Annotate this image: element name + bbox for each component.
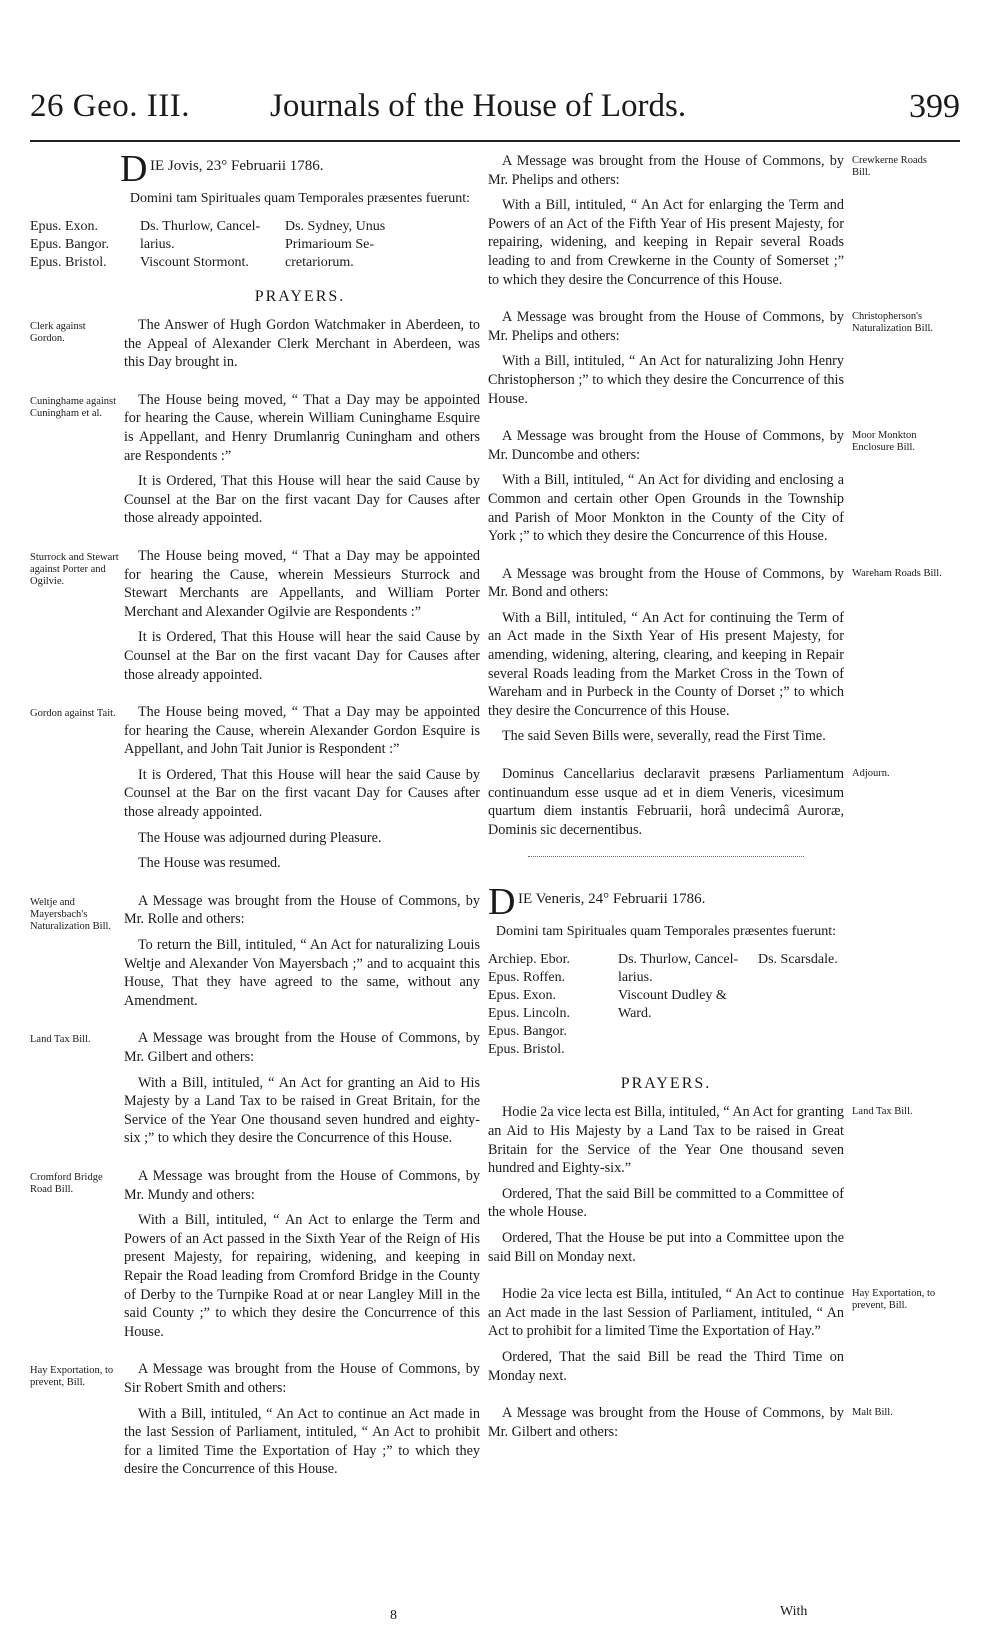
entry-cromford [30,1167,480,1348]
paragraph: A Message was brought from the House of Commons, by Mr. Phelips and others: [488,309,844,344]
margin-note: Wareham Roads Bill. [852,567,942,579]
entry-clerk-gordon [30,316,480,379]
margin-note: Sturrock and Stewart against Porter and Ogilvie. [30,551,119,587]
entry-hay-second [488,1285,958,1392]
paragraph: A Message was brought from the House of Commons, by Mr. Duncombe and others: [488,428,844,463]
entry-gordon-tait [30,703,480,880]
paragraph: A Message was brought from the House of Commons, by Mr. Gilbert and others: [124,1030,480,1065]
prayers-heading: PRAYERS. [620,1075,712,1093]
date-line [488,881,844,924]
signature-mark: 8 [390,1608,397,1623]
attendance-list [30,218,480,272]
left-column [30,148,480,1486]
paragraph: To return the Bill, intituled, “ An Act for naturalizing Louis Weltje and Alexander Von Mayersbach ;” and to acquaint this House, That they have agreed to the same, without any Amendment. [124,937,480,1009]
margin-note: Clerk against Gordon. [30,321,86,344]
attendance-lords: Ds. Thurlow, Cancel- larius. Viscount Stormont. [140,219,261,270]
paragraph: The House was resumed. [138,855,281,872]
paragraph: Ordered, That the said Bill be read the Third Time on Monday next. [488,1348,844,1384]
right-column [488,152,958,1448]
sitting-date: IE Jovis, 23° Februarii 1786. [150,158,324,174]
entry-weltje [30,892,480,1018]
margin-note: Hay Exportation, to prevent, Bill. [30,1365,114,1389]
margin-note: Land Tax Bill. [30,1034,91,1046]
entry-crewkerne [488,152,958,296]
paragraph: With a Bill, intituled, “ An Act to continue an Act made in the last Session of Parliament, intituled, “ An Act to prohibit for a limited Time the Exportation of Hay ;” to which they desire the Concurrence of this House. [124,1405,480,1478]
margin-note: Christopherson's Naturalization Bill. [852,311,934,335]
paragraph: With a Bill, intituled, “ An Act to enlarge the Term and Powers of an Act passed in the Sixth Year of the Reign of His present Majesty, for repairing, widening, and keeping in Repair the Road leading from Cromford Bridge in the County of Derby to the Turnpike Road at or near Langley Mill in the said County ;” to which they desire the Concurrence of this House. [124,1212,480,1340]
margin-note: Moor Monkton Enclosure Bill. [852,430,917,454]
margin-note: Crewkerne Roads Bill. [852,155,927,178]
paragraph: A Message was brought from the House of Commons, by Mr. Gilbert and others: [488,1405,844,1440]
margin-note: Adjourn. [852,768,890,780]
paragraph: A Message was brought from the House of Commons, by Mr. Mundy and others: [124,1167,480,1203]
entry-adjourn [488,765,958,846]
paragraph: With a Bill, intituled, “ An Act for granting an Aid to His Majesty by a Land Tax to be raised in Great Britain, for the Service of the Year One thousand seven hundred and eighty-six ;” to which they desire the Concurrence of this House. [124,1074,480,1147]
paragraph: Hodie 2a vice lecta est Billa, intituled, “ An Act for granting an Aid to His Majesty by a Land Tax to be raised in Great Britain for the Service of the Year One thousand seven hundred and Eighty-six.” [488,1104,844,1177]
margin-note: Malt Bill. [852,1407,893,1419]
entry-land-tax [30,1029,480,1155]
entry-malt [488,1404,958,1448]
section-divider [528,856,804,857]
attendance-bishops: Archiep. Ebor. Epus. Roffen. Epus. Exon. Epus. Lincoln. Epus. Bangor. Epus. Bristol. [488,952,571,1058]
journal-title: Journals of the House of Lords. [270,88,687,124]
entry-cuninghame [30,391,480,535]
paragraph: Ordered, That the said Bill be committed to a Committee of the whole House. [488,1185,844,1221]
date-line [120,148,480,190]
domini-line: Domini tam Spirituales quam Temporales præsentes fuerunt: [129,191,471,206]
paragraph: A Message was brought from the House of Commons, by Mr. Phelips and others: [488,153,844,188]
drop-cap: D [488,881,516,924]
paragraph: Hodie 2a vice lecta est Billa, intituled, “ An Act to continue an Act made in the last Session of Parliament, intituled, “ An Act to prohibit for a limited Time the Exportation of Hay.” [488,1286,844,1340]
paragraph: Ordered, That the House be put into a Committee upon the said Bill on Monday next. [488,1229,844,1265]
attendance-lords: Ds. Thurlow, Cancel- larius. Viscount Dudley & Ward. [618,952,739,1022]
entry-hay-exportation [30,1360,480,1486]
paragraph: It is Ordered, That this House will hear the said Cause by Counsel at the Bar on the first vacant Day for Causes after those already appointed. [124,766,480,821]
margin-note: Land Tax Bill. [852,1106,913,1118]
page-header [30,88,960,142]
paragraph: The House was adjourned during Pleasure. [138,829,382,846]
header-rule [30,140,960,142]
paragraph: With a Bill, intituled, “ An Act for dividing and enclosing a Common and certain other Open Grounds in the Township and Parish of Moor Monkton in the County of the City of York ;” to which they desire the Concurrence of this House. [488,472,844,545]
page-number-top: 399 [909,88,960,125]
paragraph: The House being moved, “ That a Day may be appointed for hearing the Cause, wherein Messieurs Sturrock and Stewart Merchants are Appellants, and William Porter Merchant and Alexander Ogilvie are Respondents :” [124,547,480,620]
paragraph: The House being moved, “ That a Day may be appointed for hearing the Cause, wherein William Cuninghame Esquire is Appellant, and Henry Drumlanrig Cuningham and others are Respondents :” [124,391,480,464]
sitting-heading-2 [488,881,844,941]
regnal-year: 26 Geo. III. [30,88,190,124]
attendance-scarsdale: Ds. Scarsdale. [758,952,838,968]
paragraph: With a Bill, intituled, “ An Act for continuing the Term of an Act made in the Sixth Year of His present Majesty, for amending, widening, altering, clearing, and keeping in Repair several Roads leading from the Market Cross in the Town of Wareham and in Purbeck in the County of Dorset ;” to which they desire the Concurrence of this House. [488,609,844,719]
entry-moor-monkton [488,427,958,553]
paragraph: The House being moved, “ That a Day may be appointed for hearing the Cause, wherein Alexander Gordon Esquire is Appellant, and John Tait Junior is Respondent :” [124,704,480,758]
drop-cap: D [120,148,148,190]
margin-note: Weltje and Mayersbach's Naturalization Bill. [30,896,112,932]
entry-wareham [488,565,958,753]
margin-note: Gordon against Tait. [30,708,116,720]
attendance-bishops: Epus. Exon. Epus. Bangor. Epus. Bristol. [30,219,109,270]
attendance-secretary: Ds. Sydney, Unus Primarioum Se- cretariorum. [285,219,386,270]
entry-land-tax-second [488,1103,958,1273]
attendance-list [488,951,958,1059]
sitting-date: IE Veneris, 24° Februarii 1786. [518,891,706,908]
paragraph: The Answer of Hugh Gordon Watchmaker in Aberdeen, to the Appeal of Alexander Clerk Merchant in Aberdeen, was this Day brought in. [124,317,480,371]
margin-note: Cromford Bridge Road Bill. [30,1171,103,1195]
prayers-heading: PRAYERS. [254,288,346,305]
paragraph: A Message was brought from the House of Commons, by Sir Robert Smith and others: [124,1361,480,1396]
paragraph: Dominus Cancellarius declaravit præsens Parliamentum continuandum esse usque ad et in diem Veneris, vicesimum quartum diem instantis Februarii, horâ undecimâ Auroræ, Dominis sic decernentibus. [488,766,844,838]
paragraph: The said Seven Bills were, severally, read the First Time. [502,728,826,745]
sitting-heading [120,148,480,208]
paragraph: It is Ordered, That this House will hear the said Cause by Counsel at the Bar on the first vacant Day for Causes after those already appointed. [124,473,480,527]
entry-sturrock [30,547,480,691]
margin-note: Hay Exportation, to prevent, Bill. [852,1288,936,1312]
paragraph: With a Bill, intituled, “ An Act for naturalizing John Henry Christopherson ;” to which they desire the Concurrence of this House. [488,353,844,407]
margin-note: Cuninghame against Cuningham et al. [30,395,117,419]
paragraph: With a Bill, intituled, “ An Act for enlarging the Term and Powers of an Act of the Fifth Year of His present Majesty, for repairing, widening, and keeping in Repair several Roads leading to and from Crewkerne in the County of Somerset ;” to which they desire the Concurrence of this House. [488,197,844,288]
entry-christopherson [488,308,958,415]
domini-line: Domini tam Spirituales quam Temporales præsentes fuerunt: [495,924,837,940]
paragraph: A Message was brought from the House of Commons, by Mr. Rolle and others: [124,892,480,928]
catchword: With [780,1604,808,1619]
paragraph: It is Ordered, That this House will hear the said Cause by Counsel at the Bar on the first vacant Day for Causes after those already appointed. [124,629,480,683]
paragraph: A Message was brought from the House of Commons, by Mr. Bond and others: [488,565,844,601]
